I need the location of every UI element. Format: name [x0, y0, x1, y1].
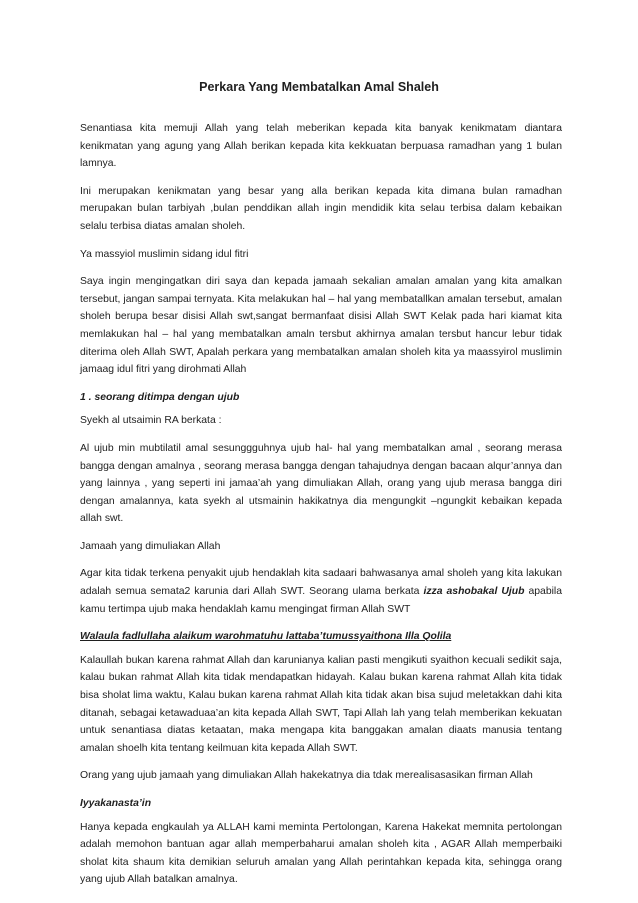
paragraph: Jamaah yang dimuliakan Allah	[80, 540, 221, 552]
paragraph: Kalaullah bukan karena rahmat Allah dan karunianya kalian pasti mengikuti syaithon kecuali sedikit saja, kalau bukan rahmat Allah kita tidak mendapatkan hidayah. Kalau bukan karena rahmat Allah kita tidak bisa sholat lima waktu, Kalau bukan karena rahmat Allah kita tidak akan bisa sujud meletakkan dahi kita ditanah, sebagai ketawaduaa’an kita kepada Allah SWT, Tapi Allah lah yang telah memberikan kekuatan untuk senantiasa diatas ketaatan, maka mengapa kita banggakan amalan diaats manusia tentang amalan shoelh kita tentang keilmuan kita kepada Allah SWT.	[80, 654, 562, 754]
section-heading: 1 . seorang ditimpa dengan ujub	[80, 391, 240, 403]
paragraph-text: Agar kita tidak terkena penyakit ujub hendaklah kita sadaari bahwasanya amal sholeh yang kita lakukan adalah semua semata2 karunia dari Allah SWT. Seorang ulama berkata	[80, 568, 562, 598]
paragraph	[80, 565, 562, 618]
paragraph: Orang yang ujub jamaah yang dimuliakan Allah hakekatnya dia tdak merealisasasikan firman Allah	[80, 770, 533, 782]
paragraph: Ini merupakan kenikmatan yang besar yang alla berikan kepada kita dimana bulan ramadhan merupakan bulan tarbiyah ,bulan penddikan allah ingin mendidik kita selau terbisa dalam kebaikan selalu terbisa diatas amalan sholeh.	[80, 185, 562, 232]
quran-quote: Walaula fadlullaha alaikum warohmatuhu lattaba’tumussyaithona Illa Qolila	[80, 631, 452, 643]
paragraph-text: apabila kamu tertimpa ujub maka hendaklah kamu mengingat firman Allah SWT	[80, 586, 562, 615]
arabic-phrase: izza ashobakal Ujub	[423, 586, 525, 598]
paragraph: Ya massyiol muslimin sidang idul fitri	[80, 248, 249, 260]
document-body	[80, 120, 562, 899]
section-heading: Iyyakanasta’in	[80, 798, 152, 809]
paragraph: Syekh al utsaimin RA berkata :	[80, 415, 222, 427]
paragraph: Senantiasa kita memuji Allah yang telah meberikan kepada kita banyak kenikmatam diantara kenikmatan yang agung yang Allah berikan kepada kita kekkuatan berpuasa ramadhan yang 1 bulan lamnya.	[80, 123, 562, 170]
document-title: Perkara Yang Membatalkan Amal Shaleh	[199, 80, 439, 94]
paragraph: Saya ingin mengingatkan diri saya dan kepada jamaah sekalian amalan amalan yang kita amalkan tersebut, jangan sampai ternyata. Kita melakukan hal – hal yang membatallkan amalan tersebut, amalan sholeh berupa besar disisi Allah swt,sangat bermanfaat disisi Allah SWT Kelak pada hari kiamat kita memlakukan hal – hal yang membatalkan amaln tersbut akhirnya amalan tersbut hancur lebur tidak diterima oleh Allah SWT, Apalah perkara yang membatalkan amalan sholeh kita ya maassyirol muslimin jamaag idul fitri yang dirohmati Allah	[80, 276, 562, 376]
paragraph: Al ujub min mubtilatil amal sesunggguhnya ujub hal- hal yang membatalkan amal , seorang merasa bangga dengan amalnya , seorang merasa bangga dengan tahajudnya dengan bacaan alqur’annya dan yang lainnya , yang seperti ini jamaa’ah yang dimuliakan Allah, orang yang ujub merasa bangga diri dengan amalannya, kata syekh al utsmainin hakikatnya dia mengungkit –ngungkit kebaikan kepada allah swt.	[80, 442, 562, 525]
paragraph: Hanya kepada engkaulah ya ALLAH kami meminta Pertolongan, Karena Hakekat memnita pertolongan adalah memohon bantuan agar allah memperbaharui amalan sholeh kita , AGAR Allah memperbaiki sholat kita shaum kita demikian seluruh amalan yang Allah perintahkan kepada kita, sehingga orang yang ujub Allah batalkan amalnya.	[80, 821, 562, 886]
